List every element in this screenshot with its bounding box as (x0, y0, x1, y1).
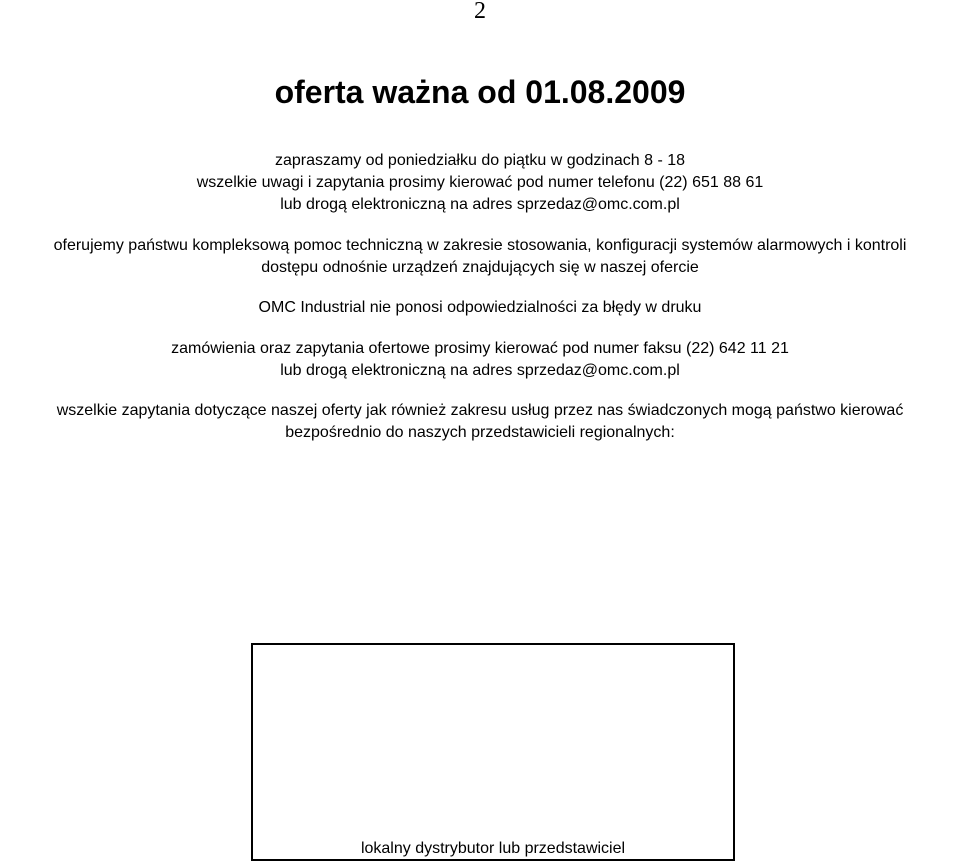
contact-hours-block (0, 150, 960, 216)
disclaimer-text: OMC Industrial nie ponosi odpowiedzialności za błędy w druku (258, 299, 702, 316)
orders-email-line: lub drogą elektroniczną na adres sprzedaz@omc.com.pl (280, 362, 680, 379)
regional-line: wszelkie zapytania dotyczące naszej oferty jak również zakresu usług przez nas świadczonych mogą państwo kierować (56, 402, 904, 419)
contact-email-line: lub drogą elektroniczną na adres sprzedaz@omc.com.pl (280, 196, 680, 213)
tech-support-line: oferujemy państwu kompleksową pomoc techniczną w zakresie stosowania, konfiguracji systemów alarmowych i kontroli (53, 237, 907, 254)
disclaimer-block (0, 297, 960, 319)
tech-support-block (0, 235, 960, 279)
page-title: oferta ważna od 01.08.2009 (274, 74, 686, 110)
distributor-stamp-box (251, 643, 735, 861)
contact-phone-line: wszelkie uwagi i zapytania prosimy kierować pod numer telefonu (22) 651 88 61 (196, 174, 764, 191)
regional-block (0, 400, 960, 444)
orders-fax-line: zamówienia oraz zapytania ofertowe prosimy kierować pod numer faksu (22) 642 11 21 (171, 340, 789, 357)
tech-support-line: dostępu odnośnie urządzeń znajdujących się w naszej ofercie (261, 259, 699, 276)
contact-hours-line: zapraszamy od poniedziałku do piątku w godzinach 8 - 18 (274, 152, 686, 169)
distributor-caption: lokalny dystrybutor lub przedstawiciel (360, 840, 626, 857)
orders-block (0, 338, 960, 382)
regional-line: bezpośrednio do naszych przedstawicieli regionalnych: (285, 424, 675, 441)
page-number: 2 (474, 0, 486, 24)
